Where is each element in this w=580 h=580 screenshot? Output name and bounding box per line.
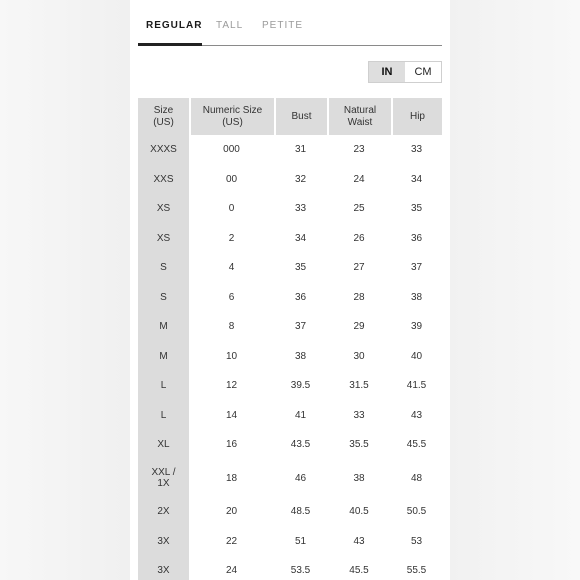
cell-bust-value: 36 <box>294 291 307 303</box>
cell-size <box>138 165 189 195</box>
cell-bust <box>274 371 327 401</box>
cell-bust-value: 38 <box>294 350 307 362</box>
cell-natural-waist <box>327 556 391 580</box>
table-row <box>138 371 442 401</box>
cell-size <box>138 283 189 313</box>
cell-numeric-size <box>189 460 274 498</box>
fit-tabs <box>138 0 442 46</box>
tab-tall[interactable] <box>216 20 243 31</box>
header-hip <box>391 98 442 135</box>
header-natural-waist-label: Natural Waist <box>343 105 377 128</box>
cell-natural-waist-value: 23 <box>353 144 365 155</box>
cell-size-value: XL <box>157 439 170 450</box>
cell-numeric-size-value: 2 <box>228 232 235 244</box>
cell-hip-value: 39 <box>410 321 423 332</box>
active-tab-indicator <box>138 43 202 46</box>
cell-natural-waist-value: 31.5 <box>349 380 369 391</box>
cell-numeric-size <box>189 401 274 431</box>
cell-bust-value: 32 <box>294 173 307 185</box>
cell-natural-waist-value: 26 <box>353 232 365 244</box>
table-row <box>138 556 442 580</box>
cell-hip-value: 35 <box>410 203 423 214</box>
cell-size <box>138 194 189 224</box>
cell-bust-value: 53.5 <box>290 565 311 576</box>
cell-numeric-size <box>189 371 274 401</box>
tab-petite[interactable] <box>262 20 303 31</box>
cell-bust-value: 43.5 <box>290 439 311 450</box>
cell-numeric-size <box>189 165 274 195</box>
cell-size <box>138 224 189 254</box>
cell-size <box>138 253 189 283</box>
cell-numeric-size <box>189 342 274 372</box>
header-numeric-size-label: Numeric Size (US) <box>202 105 263 128</box>
cell-hip-value: 37 <box>410 262 423 273</box>
cell-natural-waist-value: 27 <box>353 262 365 273</box>
cell-natural-waist-value: 29 <box>353 321 365 332</box>
cell-hip-value: 38 <box>410 291 423 303</box>
cell-numeric-size-value: 8 <box>228 321 235 332</box>
cell-natural-waist-value: 45.5 <box>349 565 369 576</box>
cell-natural-waist-value: 38 <box>353 472 365 484</box>
tab-regular-label: REGULAR <box>146 20 203 31</box>
cell-hip-value: 53 <box>410 535 423 547</box>
table-row <box>138 527 442 557</box>
cell-size <box>138 527 189 557</box>
cell-hip <box>391 312 442 342</box>
cell-numeric-size-value: 24 <box>225 565 238 576</box>
cell-natural-waist-value: 35.5 <box>349 439 369 450</box>
cell-hip <box>391 342 442 372</box>
cell-numeric-size-value: 22 <box>225 535 238 547</box>
header-hip-label: Hip <box>409 110 425 122</box>
cell-hip-value: 41.5 <box>406 380 427 391</box>
cell-size-value: XXS <box>153 173 174 185</box>
cell-hip <box>391 430 442 460</box>
cell-hip <box>391 224 442 254</box>
cell-hip-value: 48 <box>410 472 423 484</box>
cell-size <box>138 497 189 527</box>
cell-numeric-size <box>189 527 274 557</box>
table-row <box>138 497 442 527</box>
tab-regular[interactable] <box>146 20 202 31</box>
cell-natural-waist-value: 33 <box>353 409 365 421</box>
cell-natural-waist-value: 30 <box>353 350 365 362</box>
cell-natural-waist <box>327 312 391 342</box>
cell-hip-value: 43 <box>410 409 423 421</box>
cell-numeric-size <box>189 312 274 342</box>
cell-bust <box>274 430 327 460</box>
cell-bust <box>274 527 327 557</box>
cell-natural-waist <box>327 135 391 165</box>
cell-hip-value: 40 <box>410 350 423 362</box>
cell-numeric-size <box>189 556 274 580</box>
cell-natural-waist <box>327 283 391 313</box>
cell-hip <box>391 194 442 224</box>
cell-bust-value: 39.5 <box>290 380 311 391</box>
cell-bust-value: 33 <box>294 203 307 214</box>
cell-natural-waist <box>327 224 391 254</box>
cell-hip <box>391 283 442 313</box>
table-body <box>138 135 442 580</box>
right-background <box>450 0 580 580</box>
table-row <box>138 224 442 254</box>
cell-natural-waist <box>327 401 391 431</box>
cell-bust <box>274 556 327 580</box>
cell-hip <box>391 497 442 527</box>
cell-bust <box>274 224 327 254</box>
cell-numeric-size <box>189 497 274 527</box>
cell-size-value: 2X <box>157 506 170 517</box>
cell-natural-waist-value: 43 <box>353 535 365 547</box>
cell-natural-waist <box>327 253 391 283</box>
unit-toggle <box>368 61 442 83</box>
cell-natural-waist <box>327 497 391 527</box>
cell-numeric-size <box>189 253 274 283</box>
cell-natural-waist <box>327 430 391 460</box>
cell-numeric-size <box>189 283 274 313</box>
cell-hip-value: 34 <box>410 173 423 185</box>
cell-size <box>138 401 189 431</box>
cell-hip <box>391 401 442 431</box>
cell-size-value: M <box>159 321 168 332</box>
cell-size-value: 3X <box>157 535 170 547</box>
cell-hip-value: 45.5 <box>406 439 427 450</box>
cell-size <box>138 371 189 401</box>
cell-hip <box>391 165 442 195</box>
cell-numeric-size-value: 0 <box>228 203 235 214</box>
size-table <box>138 98 442 580</box>
cell-bust-value: 51 <box>294 535 307 547</box>
cell-natural-waist-value: 40.5 <box>349 506 369 517</box>
cell-bust <box>274 135 327 165</box>
cell-bust-value: 41 <box>294 409 307 421</box>
tab-petite-label: PETITE <box>262 20 304 31</box>
header-natural-waist <box>327 98 391 135</box>
table-row <box>138 283 442 313</box>
cell-natural-waist <box>327 527 391 557</box>
header-size <box>138 98 189 135</box>
cell-numeric-size-value: 12 <box>225 380 238 391</box>
cell-hip <box>391 371 442 401</box>
table-row <box>138 430 442 460</box>
cell-natural-waist-value: 28 <box>353 291 365 303</box>
cell-bust <box>274 460 327 498</box>
cell-natural-waist <box>327 460 391 498</box>
cell-bust-value: 37 <box>294 321 307 332</box>
cell-size-value: 3X <box>157 565 170 576</box>
table-row <box>138 342 442 372</box>
cell-numeric-size <box>189 135 274 165</box>
cell-bust-value: 46 <box>294 472 307 484</box>
header-size-label: Size (US) <box>153 105 174 128</box>
cell-size <box>138 460 189 498</box>
cell-bust <box>274 342 327 372</box>
cell-size-value: XXXS <box>150 144 177 155</box>
unit-cm-button[interactable]: CM <box>405 62 441 82</box>
cell-numeric-size-value: 00 <box>225 173 238 185</box>
cell-hip <box>391 527 442 557</box>
cell-hip-value: 50.5 <box>406 506 427 517</box>
cell-hip <box>391 556 442 580</box>
cell-size-value: M <box>159 350 168 362</box>
cell-size <box>138 556 189 580</box>
cell-size <box>138 312 189 342</box>
cell-hip <box>391 253 442 283</box>
header-bust-label: Bust <box>291 110 312 122</box>
cell-natural-waist-value: 25 <box>353 203 365 214</box>
cell-natural-waist <box>327 194 391 224</box>
table-header-row <box>138 98 442 135</box>
cell-hip <box>391 135 442 165</box>
cell-numeric-size <box>189 430 274 460</box>
table-row <box>138 253 442 283</box>
cell-size-value: L <box>160 380 167 391</box>
unit-in-button[interactable]: IN <box>369 62 405 82</box>
cell-size <box>138 430 189 460</box>
cell-bust <box>274 401 327 431</box>
table-row <box>138 135 442 165</box>
cell-size-value: XXL / 1X <box>151 466 176 490</box>
cell-bust <box>274 497 327 527</box>
size-chart-panel <box>130 0 450 580</box>
table-row <box>138 194 442 224</box>
cell-hip-value: 33 <box>410 144 423 155</box>
cell-numeric-size <box>189 224 274 254</box>
cell-bust <box>274 312 327 342</box>
cell-numeric-size-value: 4 <box>228 262 235 273</box>
cell-bust <box>274 253 327 283</box>
cell-numeric-size-value: 14 <box>225 409 238 421</box>
cell-numeric-size-value: 16 <box>225 439 238 450</box>
cell-bust <box>274 165 327 195</box>
table-row <box>138 401 442 431</box>
table-row <box>138 165 442 195</box>
cell-size <box>138 135 189 165</box>
header-bust <box>274 98 327 135</box>
cell-hip-value: 36 <box>410 232 423 244</box>
cell-bust <box>274 283 327 313</box>
cell-numeric-size <box>189 194 274 224</box>
cell-hip-value: 55.5 <box>406 565 427 576</box>
cell-bust <box>274 194 327 224</box>
cell-numeric-size-value: 20 <box>225 506 238 517</box>
cell-bust-value: 31 <box>294 144 307 155</box>
table-row <box>138 460 442 498</box>
cell-size-value: S <box>160 262 167 273</box>
table-row <box>138 312 442 342</box>
cell-hip <box>391 460 442 498</box>
cell-bust-value: 48.5 <box>290 506 311 517</box>
tab-tall-label: TALL <box>216 20 244 31</box>
cell-size-value: S <box>160 291 167 303</box>
cell-size <box>138 342 189 372</box>
header-numeric-size <box>189 98 274 135</box>
cell-bust-value: 34 <box>294 232 307 244</box>
cell-natural-waist <box>327 371 391 401</box>
cell-natural-waist <box>327 165 391 195</box>
cell-numeric-size-value: 6 <box>228 291 235 303</box>
cell-numeric-size-value: 000 <box>223 144 240 155</box>
left-background <box>0 0 130 580</box>
cell-natural-waist-value: 24 <box>353 173 365 185</box>
cell-size-value: XS <box>156 203 171 214</box>
cell-natural-waist <box>327 342 391 372</box>
cell-size-value: XS <box>156 232 171 244</box>
cell-bust-value: 35 <box>294 262 307 273</box>
cell-numeric-size-value: 10 <box>225 350 238 362</box>
cell-size-value: L <box>160 409 167 421</box>
cell-numeric-size-value: 18 <box>225 472 238 484</box>
